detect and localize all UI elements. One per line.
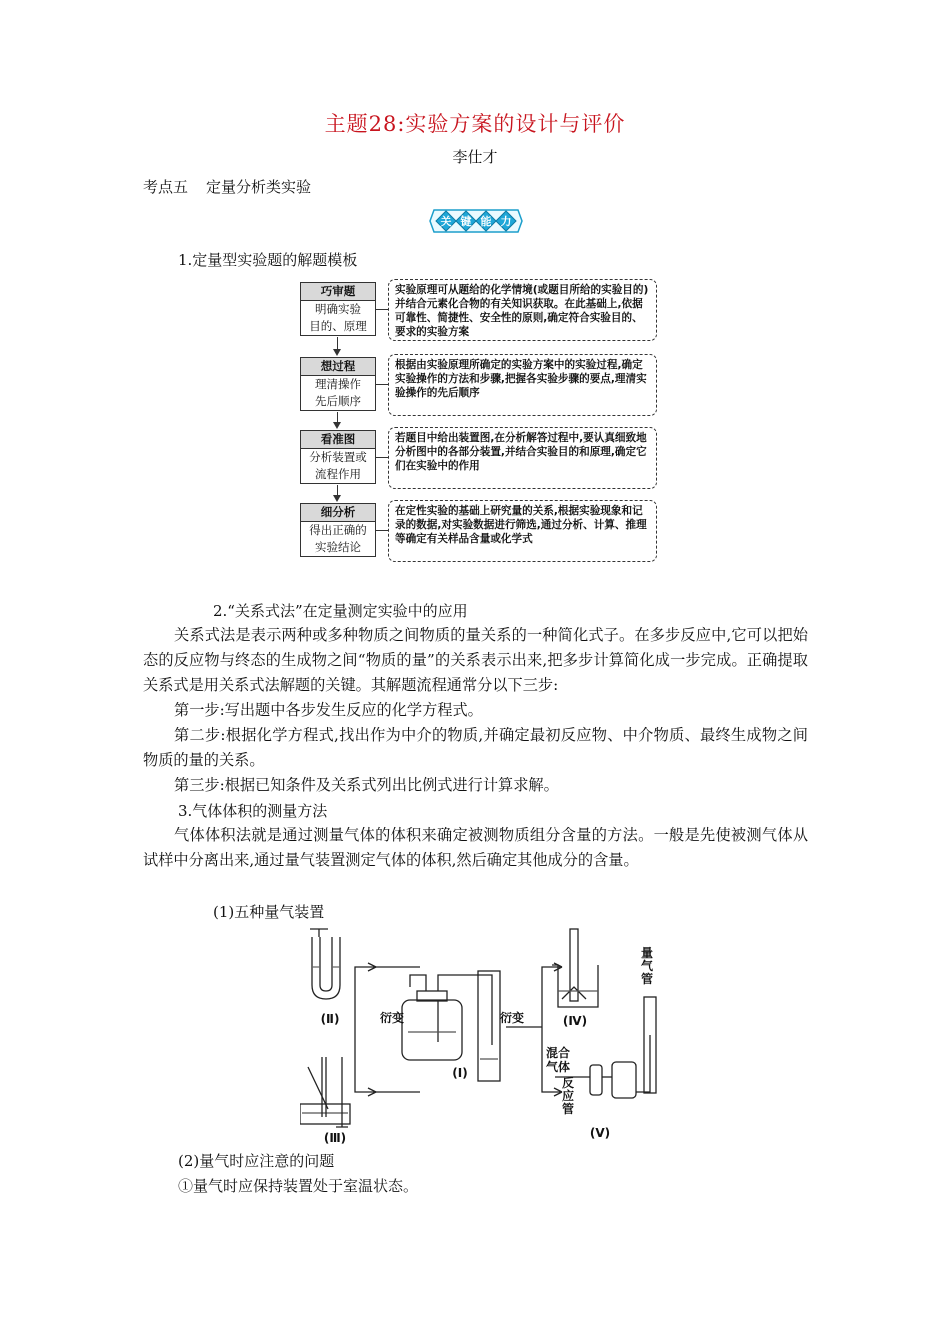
flow-step-4-line-2: 实验结论 xyxy=(315,540,361,554)
apparatus-i xyxy=(402,971,500,1081)
paragraph: 第二步:根据化学方程式,找出作为中介的物质,并确定最初反应物、中介物质、最终生成物之间物质的量的关系。 xyxy=(143,726,808,769)
flow-step-2 xyxy=(300,357,376,411)
section-heading xyxy=(143,176,311,197)
down-arrow-icon xyxy=(337,485,338,500)
gas-tube-label-2: 气 xyxy=(640,959,654,973)
page-title: 主题28:实验方案的设计与评价 xyxy=(324,112,626,136)
subheading-1: (1)五种量气装置 xyxy=(213,903,325,921)
item-2-heading: 2.“关系式法”在定量测定实验中的应用 xyxy=(213,602,468,620)
flow-step-1 xyxy=(300,282,376,336)
flow-connector xyxy=(375,457,389,458)
down-arrow-icon xyxy=(337,412,338,427)
reaction-tube-label-1: 反 xyxy=(561,1076,575,1090)
section-number: 考点五 xyxy=(143,178,189,196)
mixed-gas-label-2: 气体 xyxy=(545,1060,571,1074)
badge-char: 关 xyxy=(440,215,452,228)
subheading-2: (2)量气时应注意的问题 xyxy=(178,1152,335,1170)
solution-template-flowchart xyxy=(300,282,650,562)
section-name: 定量分析类实验 xyxy=(206,178,312,196)
gas-tube-label-1: 量 xyxy=(640,946,654,960)
reaction-tube-label-2: 应 xyxy=(561,1089,575,1103)
paragraph: 气体体积法就是通过测量气体的体积来确定被测物质组分含量的方法。一般是先使被测气体从试样中分离出来,通过量气装置测定气体的体积,然后确定其他成分的含量。 xyxy=(143,826,808,869)
label-i: (Ⅰ) xyxy=(452,1066,468,1080)
evolve-right-label: 衍变 xyxy=(499,1011,525,1025)
label-iv: (Ⅳ) xyxy=(562,1014,588,1028)
evolve-left-label: 衍变 xyxy=(379,1011,405,1025)
mixed-gas-label-1: 混合 xyxy=(545,1046,571,1060)
flow-step-3 xyxy=(300,430,376,484)
flow-step-1-line-2: 目的、原理 xyxy=(309,319,367,333)
flow-step-4 xyxy=(300,503,376,557)
flow-step-2-line-2: 先后顺序 xyxy=(315,394,361,408)
flow-step-3-line-1: 分析装置或 xyxy=(309,450,367,464)
badge-char: 力 xyxy=(500,215,512,228)
paragraph: 第三步:根据已知条件及关系式列出比例式进行计算求解。 xyxy=(174,776,559,794)
flow-step-3-head: 看准图 xyxy=(301,431,375,449)
badge-char: 键 xyxy=(460,215,472,228)
down-arrow-icon xyxy=(337,337,338,354)
flow-desc-2: 根据由实验原理所确定的实验方案中的实验过程,确定实验操作的方法和步骤,把握各实验步骤的要点,理清实验操作的先后顺序 xyxy=(388,354,657,416)
flow-connector xyxy=(375,384,389,385)
item-2-body xyxy=(143,623,808,798)
label-v: (Ⅴ) xyxy=(589,1126,611,1140)
flow-step-3-line-2: 流程作用 xyxy=(315,467,361,481)
key-ability-badge xyxy=(428,207,524,239)
gas-tube-label-3: 管 xyxy=(640,972,654,986)
note-1: ①量气时应保持装置处于室温状态。 xyxy=(178,1177,419,1195)
item-1-heading: 1.定量型实验题的解题模板 xyxy=(178,251,358,269)
apparatus-iii xyxy=(300,1057,350,1127)
flow-step-2-head: 想过程 xyxy=(301,358,375,376)
paragraph: 关系式法是表示两种或多种物质之间物质的量关系的一种简化式子。在多步反应中,它可以把始态的反应物与终态的生成物之间“物质的量”的关系表示出来,把多步计算简化成一步完成。正确提取关系式是用关系式法解题的关键。其解题流程通常分以下三步: xyxy=(143,626,808,694)
flow-step-4-head: 细分析 xyxy=(301,504,375,522)
item-3-heading: 3.气体体积的测量方法 xyxy=(178,802,328,820)
label-iii: (Ⅲ) xyxy=(323,1131,347,1145)
flow-desc-3: 若题目中给出装置图,在分析解答过程中,要认真细致地分析图中的各部分装置,并结合实验目的和原理,确定它们在实验中的作用 xyxy=(388,427,657,489)
flow-step-1-line-1: 明确实验 xyxy=(315,302,361,316)
flow-connector xyxy=(375,530,389,531)
flow-step-2-line-1: 理清操作 xyxy=(315,377,361,391)
reaction-tube-label-3: 管 xyxy=(561,1102,575,1116)
label-ii: (Ⅱ) xyxy=(320,1012,340,1026)
paragraph: 第一步:写出题中各步发生反应的化学方程式。 xyxy=(174,701,483,719)
flow-desc-1: 实验原理可从题给的化学情境(或题目所给的实验目的)并结合元素化合物的有关知识获取。在此基础上,依据可靠性、简捷性、安全性的原则,确定符合实验目的、要求的实验方案 xyxy=(388,279,657,341)
gas-measuring-apparatus-diagram xyxy=(300,927,660,1151)
badge-char: 能 xyxy=(480,215,492,228)
flow-desc-4: 在定性实验的基础上研究量的关系,根据实验现象和记录的数据,对实验数据进行筛选,通过分析、计算、推理等确定有关样品含量或化学式 xyxy=(388,500,657,562)
flow-step-1-head: 巧审题 xyxy=(301,283,375,301)
author: 李仕才 xyxy=(452,148,498,166)
flow-step-4-line-1: 得出正确的 xyxy=(309,523,367,537)
apparatus-ii xyxy=(310,929,340,999)
flow-connector xyxy=(375,309,389,310)
item-3-body xyxy=(143,823,808,873)
